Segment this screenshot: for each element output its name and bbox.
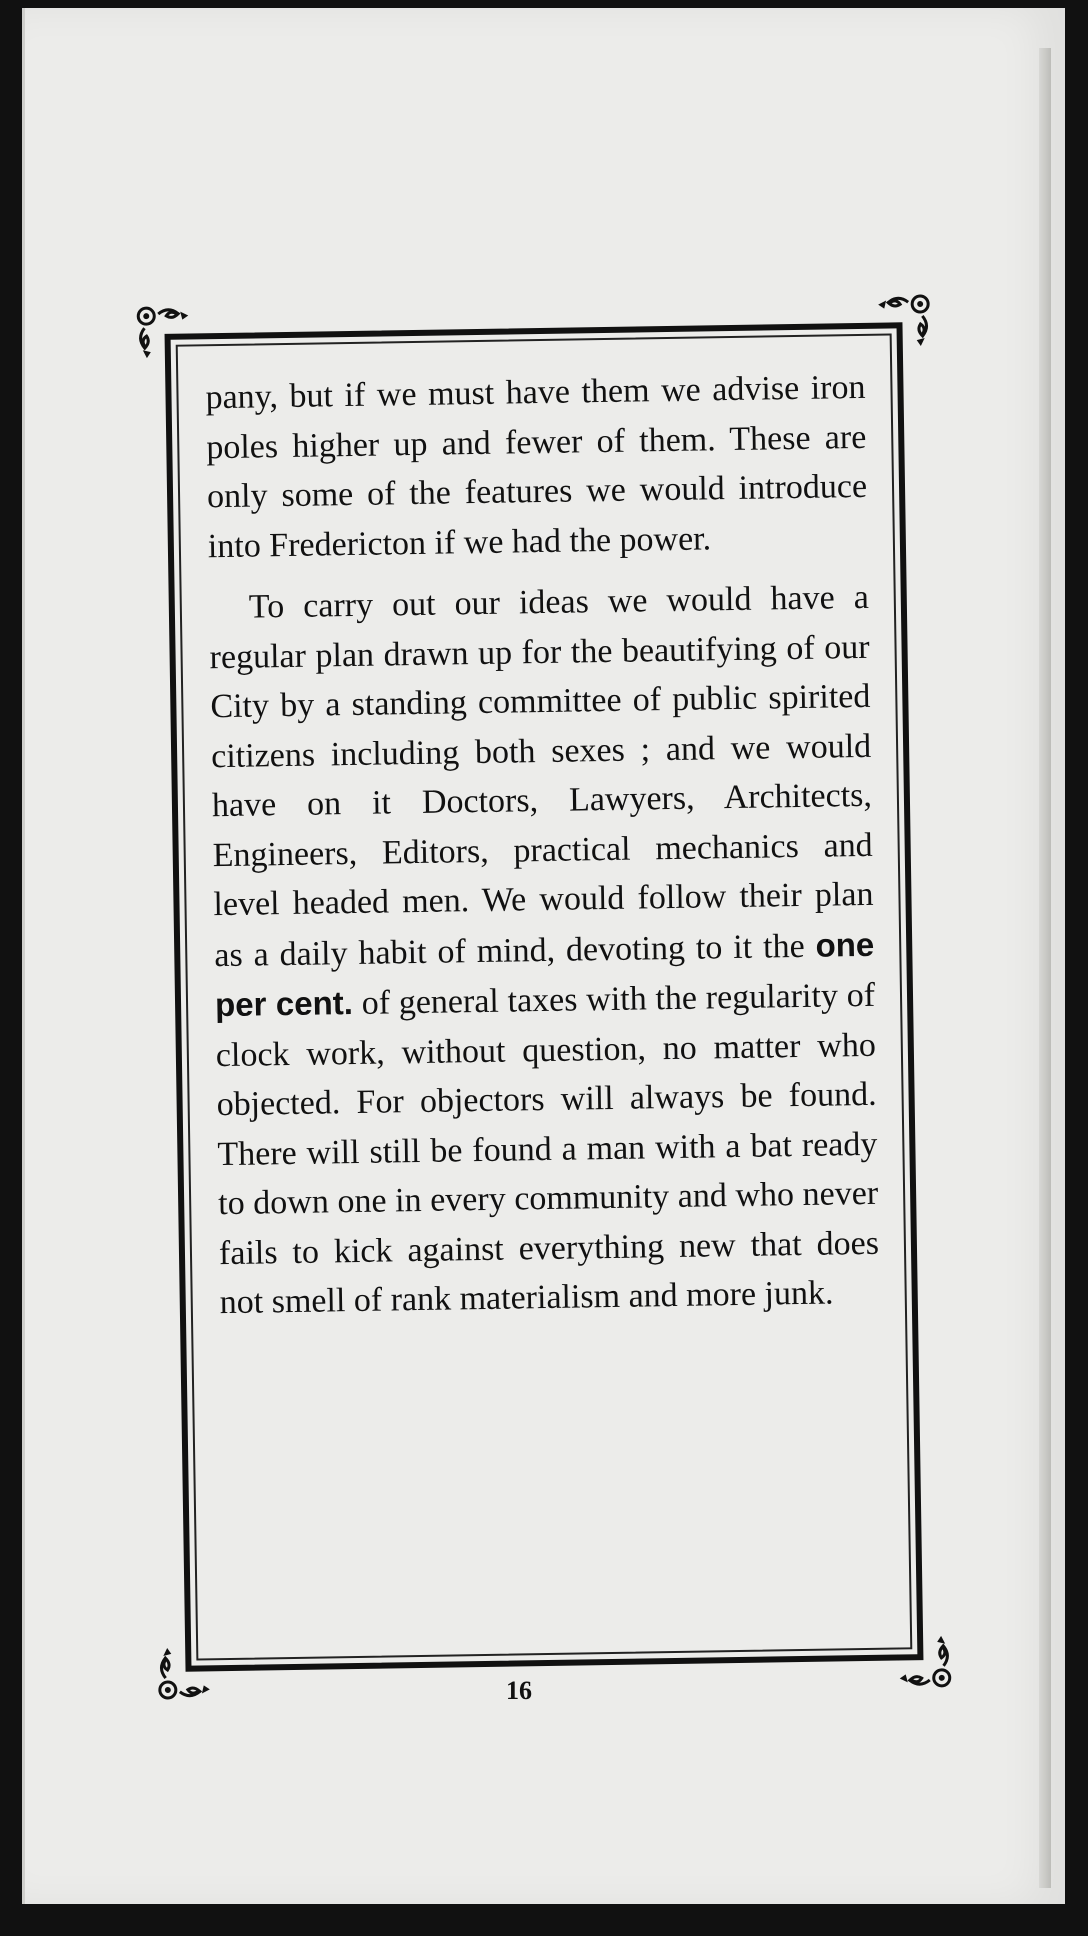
corner-ornament-icon	[885, 1622, 956, 1693]
corner-ornament-icon	[132, 301, 203, 372]
paragraph-2-start: To carry out our ideas we would have a regular plan drawn up for the beautifying of our City by a standing committee of public spirited citizens including both sexes ; and we would have on it Doctors, Lawyers, Architects, Engineers, Editors, practical mechanics and level headed men. We would follow their plan as a daily habit of mind, devoting to it the	[209, 578, 874, 974]
text-frame	[165, 322, 924, 1671]
emphasis-one-per-cent: one per cent.	[214, 925, 875, 1024]
corner-ornament-icon	[864, 290, 935, 361]
paragraph-1: pany, but if we must have them we advise iron poles higher up and fewer of them. These are only some of the features we would introduce into Fredericton if we had the power.	[205, 368, 868, 565]
page-number: 16	[506, 1676, 532, 1705]
paragraph-2	[208, 573, 880, 1328]
page-edge	[1039, 48, 1051, 1888]
corner-ornament-icon	[153, 1633, 224, 1704]
body-text	[205, 363, 880, 1328]
paragraph-2-end: of general taxes with the regularity of clock work, without question, no matter who objected. For objectors will always be found. There will still be found a man with a bat ready to down one in every community and who never fails to kick against everything new that does not smell of rank materialism and more junk.	[215, 976, 880, 1322]
book-page	[22, 8, 1065, 1904]
